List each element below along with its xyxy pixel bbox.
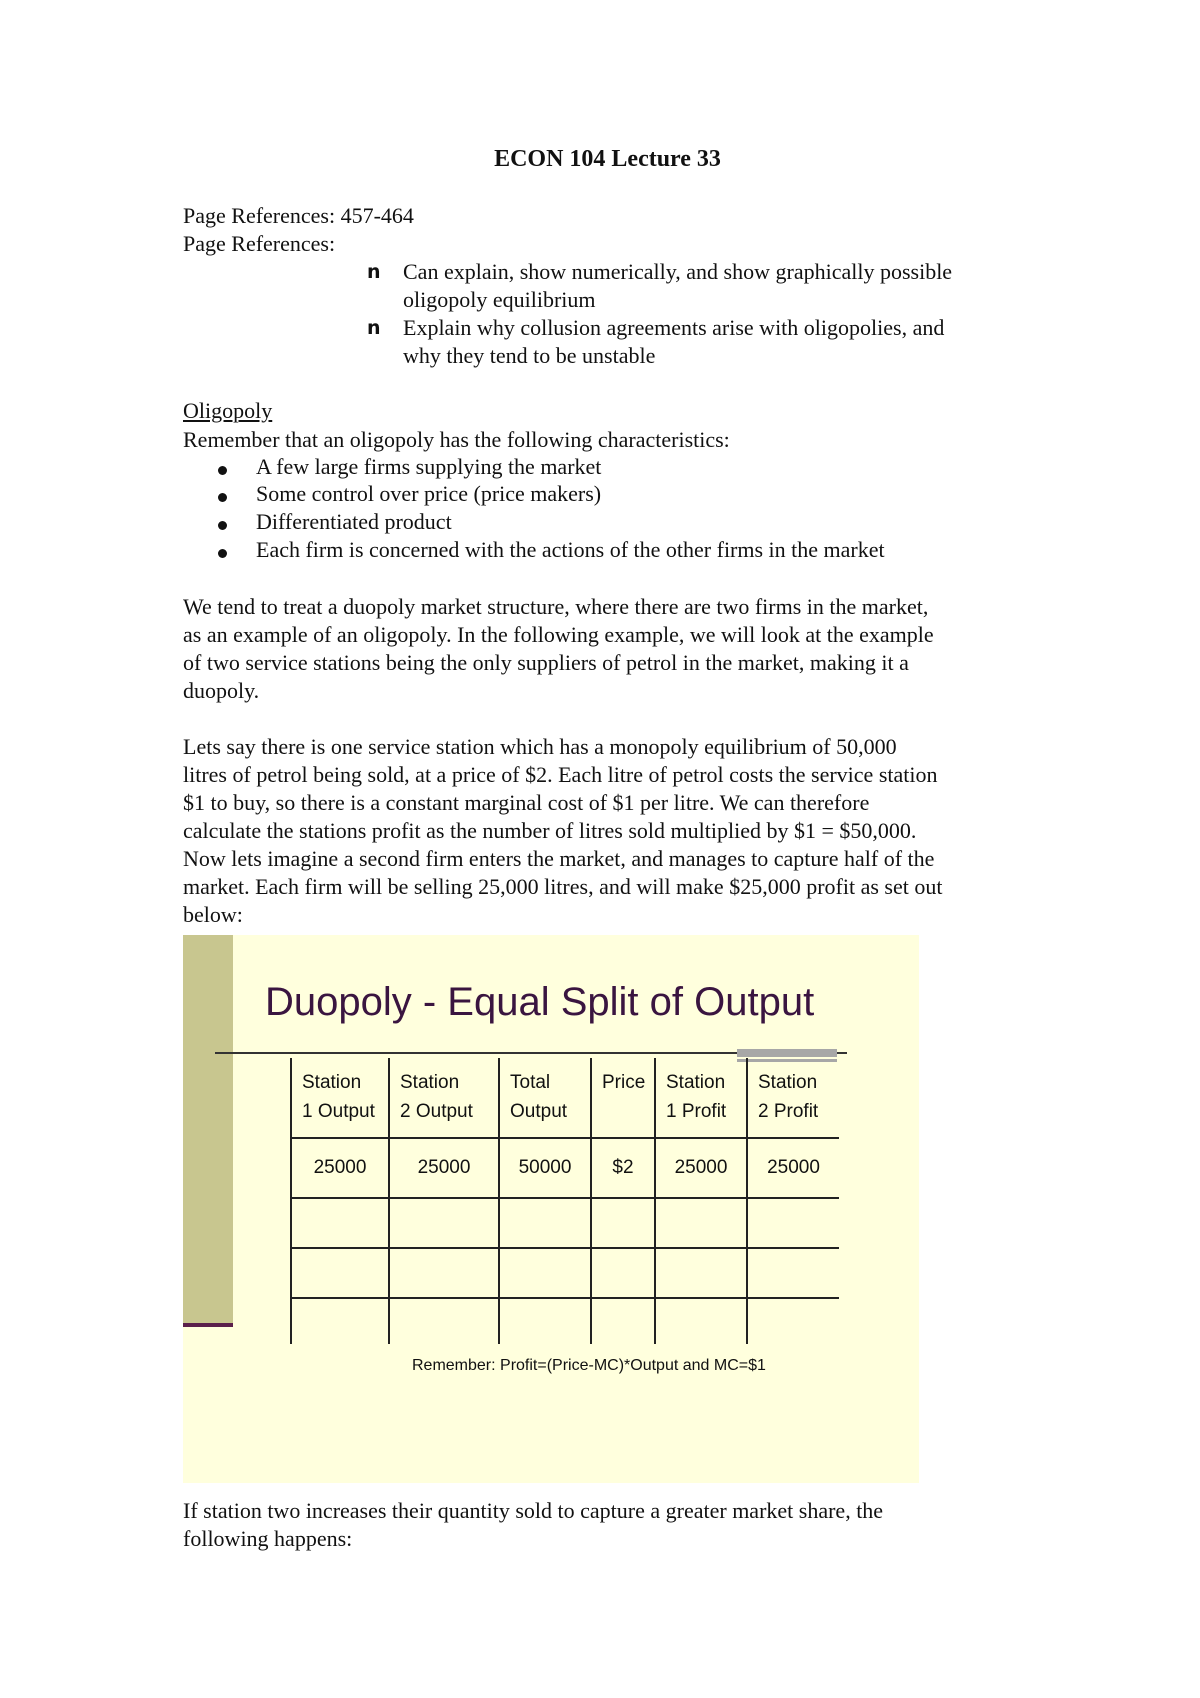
table-cell (291, 1198, 389, 1248)
column-header-station2-profit: Station 2 Profit (747, 1058, 839, 1138)
paragraph-duopoly-line: duopoly. (183, 678, 260, 703)
column-header-station1-output: Station 1 Output (291, 1058, 389, 1138)
table-cell (499, 1248, 591, 1298)
table-cell (389, 1198, 499, 1248)
oligopoly-intro: Remember that an oligopoly has the following characteristics: (183, 427, 730, 452)
slide-title: Duopoly - Equal Split of Output (265, 980, 815, 1024)
page-references-range: Page References: 457-464 (183, 203, 414, 228)
paragraph-monopoly-line: below: (183, 902, 243, 927)
list-marker: n (367, 261, 381, 283)
table-cell (389, 1248, 499, 1298)
table-cell (591, 1198, 655, 1248)
table-cell (499, 1298, 591, 1344)
slide-side-bar-foot (183, 1323, 233, 1327)
table-cell (747, 1298, 839, 1344)
table-cell: 50000 (499, 1138, 591, 1198)
table-row-empty (291, 1248, 839, 1298)
paragraph-monopoly-line: market. Each firm will be selling 25,000 litres, and will make $25,000 profit as set out (183, 874, 943, 899)
slide-side-bar (183, 935, 233, 1325)
table-cell (655, 1298, 747, 1344)
bullet-icon (218, 549, 227, 558)
list-item: Each firm is concerned with the actions of the other firms in the market (256, 537, 885, 562)
paragraph-monopoly-line: Lets say there is one service station which has a monopoly equilibrium of 50,000 (183, 734, 897, 759)
objective-1-line1: Can explain, show numerically, and show graphically possible (403, 259, 953, 284)
bullet-icon (218, 521, 227, 530)
column-header-station2-output: Station 2 Output (389, 1058, 499, 1138)
table-cell (291, 1298, 389, 1344)
table-cell (591, 1298, 655, 1344)
paragraph-monopoly-line: $1 to buy, so there is a constant marginal cost of $1 per litre. We can therefore (183, 790, 870, 815)
table-cell (499, 1198, 591, 1248)
bullet-icon (218, 493, 227, 502)
page-references-label: Page References: (183, 231, 336, 256)
table-cell (655, 1198, 747, 1248)
slide-image (183, 935, 919, 1483)
table-cell: 25000 (655, 1138, 747, 1198)
table-cell (291, 1248, 389, 1298)
table-cell: 25000 (291, 1138, 389, 1198)
objective-2-line2: why they tend to be unstable (403, 343, 656, 368)
objective-2-line1: Explain why collusion agreements arise with oligopolies, and (403, 315, 945, 340)
paragraph-next-line: If station two increases their quantity sold to capture a greater market share, the (183, 1498, 884, 1523)
paragraph-next-line: following happens: (183, 1526, 353, 1551)
paragraph-monopoly-line: calculate the stations profit as the number of litres sold multiplied by $1 = $50,000. (183, 818, 917, 843)
bullet-icon (218, 466, 227, 475)
column-header-price: Price (591, 1058, 655, 1138)
paragraph-monopoly-line: Now lets imagine a second firm enters the market, and manages to capture half of the (183, 846, 935, 871)
table-cell (747, 1248, 839, 1298)
table-cell (389, 1298, 499, 1344)
table-row-empty (291, 1198, 839, 1248)
list-item: Some control over price (price makers) (256, 481, 602, 506)
table-cell: 25000 (747, 1138, 839, 1198)
page-title: ECON 104 Lecture 33 (494, 146, 721, 172)
table-header-row (291, 1058, 839, 1138)
table-cell (591, 1248, 655, 1298)
list-marker: n (367, 317, 381, 339)
table-cell: $2 (591, 1138, 655, 1198)
column-header-total-output: Total Output (499, 1058, 591, 1138)
table-cell (747, 1198, 839, 1248)
section-heading-oligopoly: Oligopoly (183, 398, 273, 423)
table-row-empty (291, 1298, 839, 1344)
paragraph-duopoly-line: We tend to treat a duopoly market structure, where there are two firms in the market, (183, 594, 929, 619)
duopoly-table (290, 1058, 839, 1344)
slide-divider-accent (737, 1049, 837, 1057)
list-item: A few large firms supplying the market (256, 454, 602, 479)
slide-note: Remember: Profit=(Price-MC)*Output and MC=$1 (412, 1357, 766, 1374)
table-cell (655, 1248, 747, 1298)
paragraph-duopoly-line: of two service stations being the only suppliers of petrol in the market, making it a (183, 650, 909, 675)
list-item: Differentiated product (256, 509, 452, 534)
objective-1-line2: oligopoly equilibrium (403, 287, 596, 312)
column-header-station1-profit: Station 1 Profit (655, 1058, 747, 1138)
table-row (291, 1138, 839, 1198)
paragraph-duopoly-line: as an example of an oligopoly. In the following example, we will look at the example (183, 622, 934, 647)
paragraph-monopoly-line: litres of petrol being sold, at a price of $2. Each litre of petrol costs the service station (183, 762, 938, 787)
table-cell: 25000 (389, 1138, 499, 1198)
